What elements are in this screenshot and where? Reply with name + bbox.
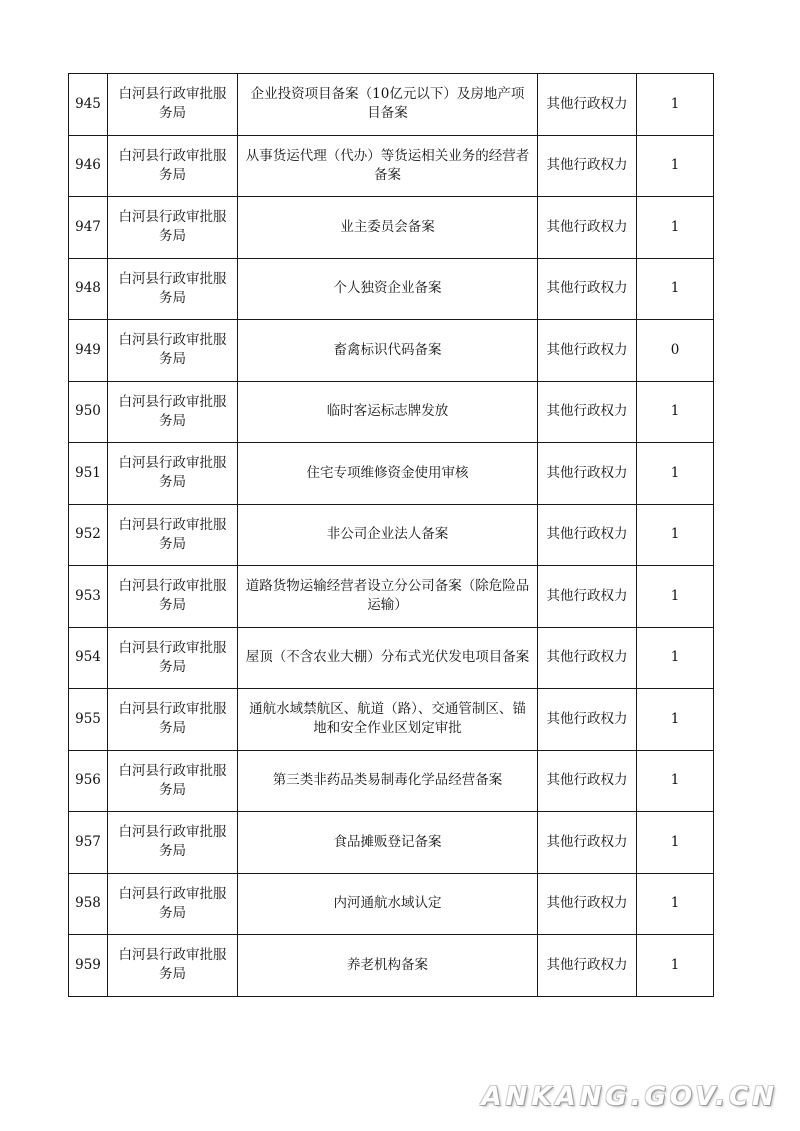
count-cell: 1 [637, 135, 714, 197]
department-cell: 白河县行政审批服务局 [108, 812, 238, 874]
count-cell: 1 [637, 873, 714, 935]
department-cell: 白河县行政审批服务局 [108, 935, 238, 997]
table-row [69, 750, 714, 812]
department-cell: 白河县行政审批服务局 [108, 627, 238, 689]
department-cell: 白河县行政审批服务局 [108, 566, 238, 628]
power-type-cell: 其他行政权力 [538, 689, 637, 751]
power-type-cell: 其他行政权力 [538, 873, 637, 935]
item-name-cell: 业主委员会备案 [238, 197, 538, 259]
table-body [69, 74, 714, 997]
power-type-cell: 其他行政权力 [538, 381, 637, 443]
item-name-cell: 从事货运代理（代办）等货运相关业务的经营者备案 [238, 135, 538, 197]
count-cell: 1 [637, 689, 714, 751]
item-name-cell: 非公司企业法人备案 [238, 504, 538, 566]
row-number-cell: 952 [69, 504, 108, 566]
row-number-cell: 954 [69, 627, 108, 689]
item-name-cell: 养老机构备案 [238, 935, 538, 997]
row-number-cell: 951 [69, 443, 108, 505]
item-name-cell: 畜禽标识代码备案 [238, 320, 538, 382]
table-row [69, 935, 714, 997]
row-number-cell: 958 [69, 873, 108, 935]
item-name-cell: 临时客运标志牌发放 [238, 381, 538, 443]
count-cell: 0 [637, 320, 714, 382]
power-type-cell: 其他行政权力 [538, 935, 637, 997]
row-number-cell: 948 [69, 258, 108, 320]
table-row [69, 135, 714, 197]
row-number-cell: 955 [69, 689, 108, 751]
power-type-cell: 其他行政权力 [538, 74, 637, 136]
table-row [69, 258, 714, 320]
item-name-cell: 屋顶（不含农业大棚）分布式光伏发电项目备案 [238, 627, 538, 689]
table-row [69, 566, 714, 628]
power-type-cell: 其他行政权力 [538, 566, 637, 628]
item-name-cell: 通航水域禁航区、航道（路）、交通管制区、锚地和安全作业区划定审批 [238, 689, 538, 751]
power-type-cell: 其他行政权力 [538, 197, 637, 259]
department-cell: 白河县行政审批服务局 [108, 689, 238, 751]
item-name-cell: 第三类非药品类易制毒化学品经营备案 [238, 750, 538, 812]
power-type-cell: 其他行政权力 [538, 320, 637, 382]
power-type-cell: 其他行政权力 [538, 135, 637, 197]
row-number-cell: 947 [69, 197, 108, 259]
row-number-cell: 950 [69, 381, 108, 443]
item-name-cell: 个人独资企业备案 [238, 258, 538, 320]
table-row [69, 812, 714, 874]
count-cell: 1 [637, 381, 714, 443]
power-type-cell: 其他行政权力 [538, 443, 637, 505]
count-cell: 1 [637, 627, 714, 689]
item-name-cell: 道路货物运输经营者设立分公司备案（除危险品运输） [238, 566, 538, 628]
table-row [69, 197, 714, 259]
table-row [69, 873, 714, 935]
power-type-cell: 其他行政权力 [538, 504, 637, 566]
item-name-cell: 住宅专项维修资金使用审核 [238, 443, 538, 505]
table-row [69, 627, 714, 689]
department-cell: 白河县行政审批服务局 [108, 381, 238, 443]
power-type-cell: 其他行政权力 [538, 812, 637, 874]
power-type-cell: 其他行政权力 [538, 258, 637, 320]
count-cell: 1 [637, 197, 714, 259]
power-type-cell: 其他行政权力 [538, 627, 637, 689]
table-row [69, 74, 714, 136]
department-cell: 白河县行政审批服务局 [108, 750, 238, 812]
count-cell: 1 [637, 750, 714, 812]
table-row [69, 443, 714, 505]
department-cell: 白河县行政审批服务局 [108, 443, 238, 505]
department-cell: 白河县行政审批服务局 [108, 197, 238, 259]
row-number-cell: 957 [69, 812, 108, 874]
table-row [69, 320, 714, 382]
department-cell: 白河县行政审批服务局 [108, 258, 238, 320]
row-number-cell: 953 [69, 566, 108, 628]
row-number-cell: 946 [69, 135, 108, 197]
count-cell: 1 [637, 504, 714, 566]
item-name-cell: 内河通航水域认定 [238, 873, 538, 935]
department-cell: 白河县行政审批服务局 [108, 320, 238, 382]
row-number-cell: 959 [69, 935, 108, 997]
power-type-cell: 其他行政权力 [538, 750, 637, 812]
site-watermark: ANKANG.GOV.CN [481, 1082, 778, 1112]
count-cell: 1 [637, 443, 714, 505]
row-number-cell: 945 [69, 74, 108, 136]
item-name-cell: 食品摊贩登记备案 [238, 812, 538, 874]
department-cell: 白河县行政审批服务局 [108, 135, 238, 197]
table-row [69, 381, 714, 443]
row-number-cell: 956 [69, 750, 108, 812]
table-row [69, 504, 714, 566]
item-name-cell: 企业投资项目备案（10亿元以下）及房地产项目备案 [238, 74, 538, 136]
count-cell: 1 [637, 74, 714, 136]
count-cell: 1 [637, 258, 714, 320]
count-cell: 1 [637, 812, 714, 874]
count-cell: 1 [637, 935, 714, 997]
row-number-cell: 949 [69, 320, 108, 382]
count-cell: 1 [637, 566, 714, 628]
power-list-table [68, 73, 714, 997]
department-cell: 白河县行政审批服务局 [108, 504, 238, 566]
department-cell: 白河县行政审批服务局 [108, 873, 238, 935]
department-cell: 白河县行政审批服务局 [108, 74, 238, 136]
table-row [69, 689, 714, 751]
